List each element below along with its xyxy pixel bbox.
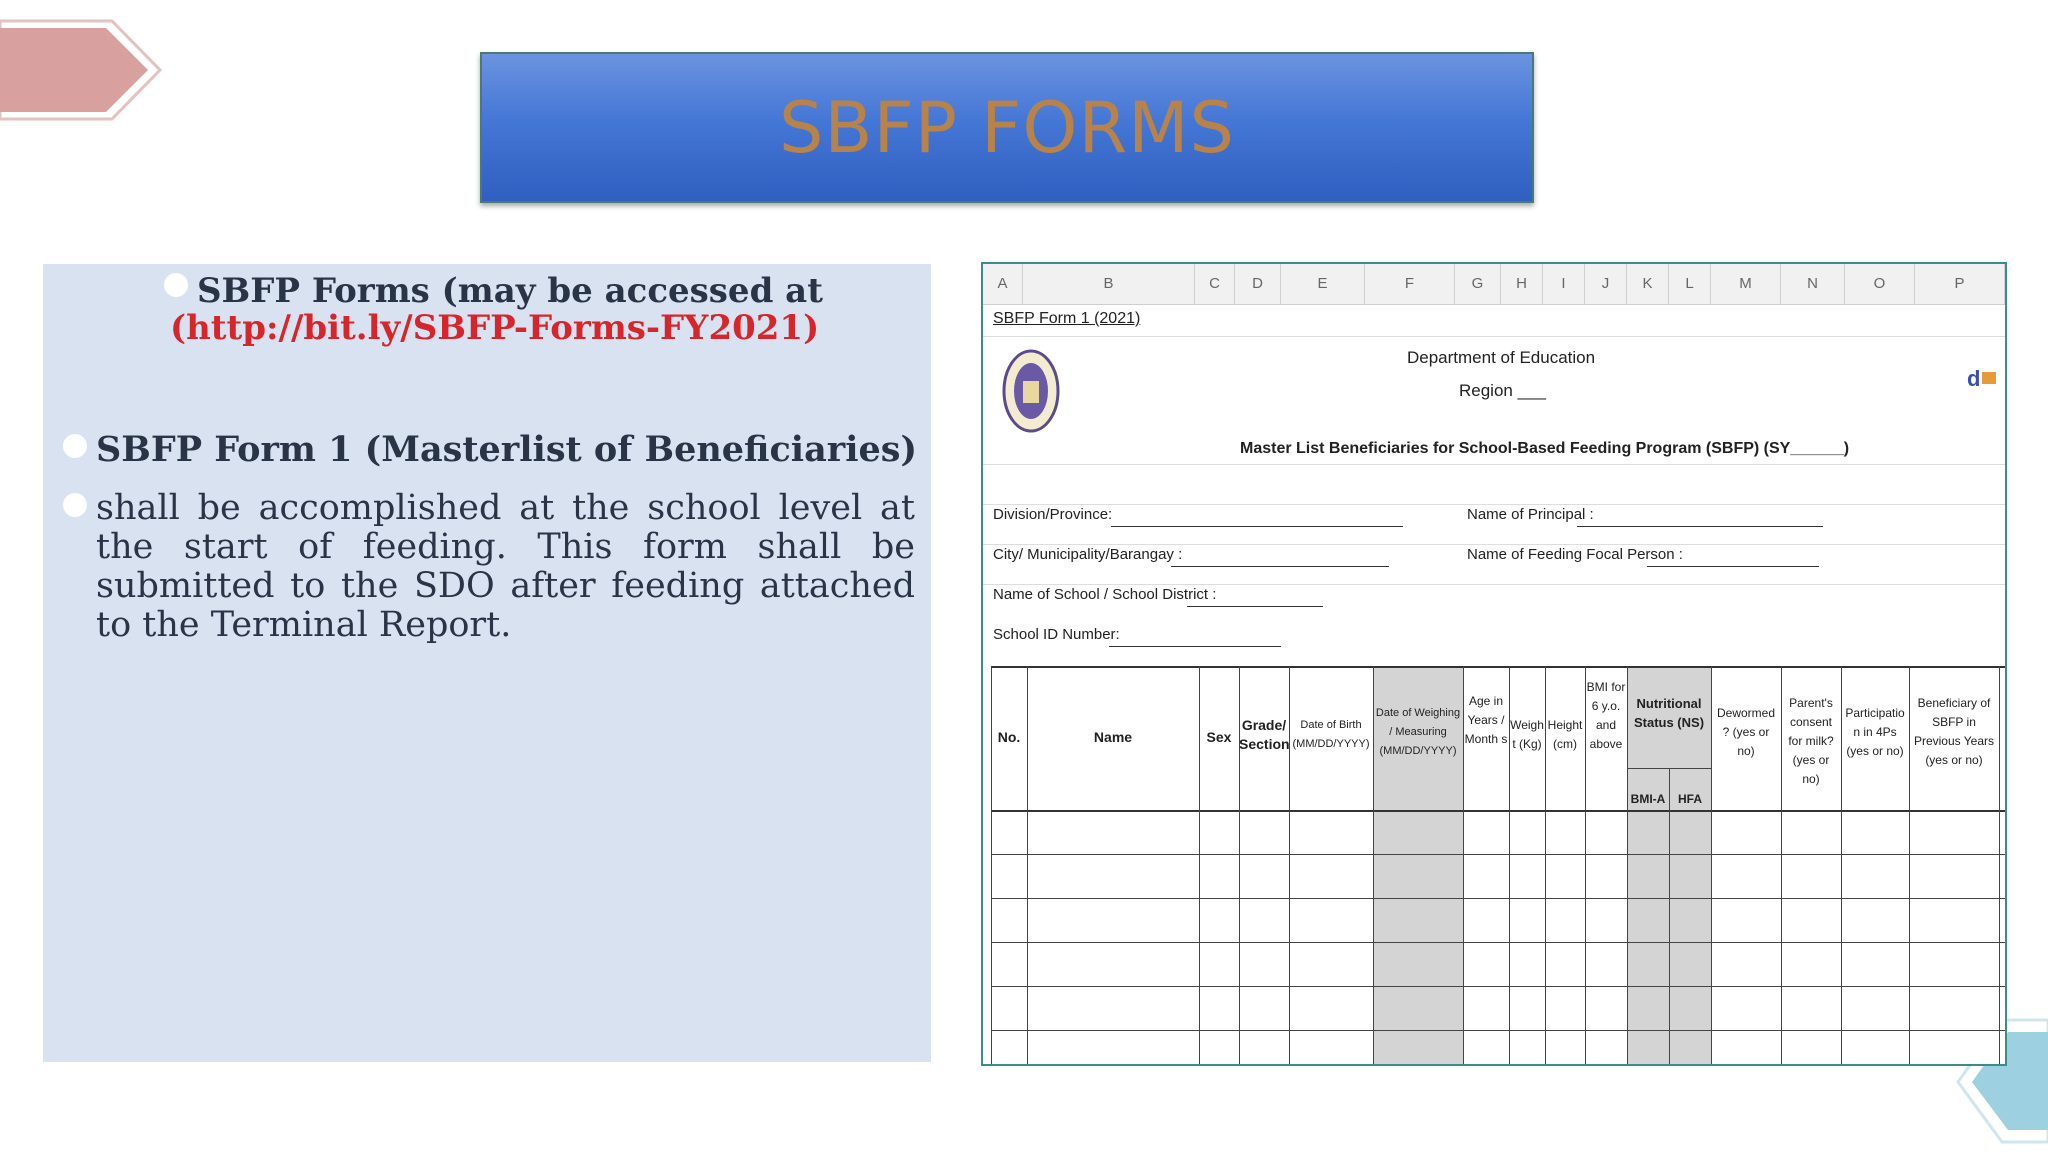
column-letter: P	[1915, 264, 2005, 304]
bullet-icon	[63, 493, 87, 517]
column-letter: D	[1235, 264, 1281, 304]
col-sex: Sex	[1206, 729, 1232, 745]
col-parent-consent: Parent's consent for milk? (yes or no)	[1788, 696, 1834, 786]
bullet-icon	[63, 434, 87, 458]
field-school-label: Name of School / School District :	[993, 586, 1217, 603]
column-letter: H	[1501, 264, 1543, 304]
column-letter: G	[1455, 264, 1501, 304]
column-letter: I	[1543, 264, 1585, 304]
col-4ps: Participatio n in 4Ps (yes or no)	[1845, 706, 1905, 758]
col-grade: Grade/ Section	[1239, 717, 1290, 752]
field-city-label: City/ Municipality/Barangay :	[993, 546, 1183, 563]
col-bmi-a: BMI-A	[1630, 792, 1666, 806]
decorative-arrow-shape	[0, 18, 165, 123]
title-banner	[480, 52, 1534, 203]
field-division-label: Division/Province:	[993, 506, 1113, 523]
slide-title: SBFP FORMS	[778, 86, 1235, 169]
column-letter: B	[1023, 264, 1195, 304]
form-screenshot	[981, 262, 2007, 1066]
field-focal-person-label: Name of Feeding Focal Person :	[1467, 546, 1683, 563]
col-bmi-6yo: BMI for 6 y.o. and above	[1586, 680, 1626, 751]
bullet-icon	[164, 273, 188, 297]
col-weight: Weigh t (Kg)	[1510, 718, 1544, 751]
form-title: Master List Beneficiaries for School-Based Feeding Program (SBFP) (SY______)	[1240, 440, 1850, 457]
form-label: SBFP Form 1 (2021)	[993, 310, 1141, 327]
column-letter: M	[1711, 264, 1781, 304]
deped-seal-icon	[1001, 346, 1061, 436]
col-nutritional-status: Nutritional Status (NS)	[1633, 696, 1705, 730]
col-age: Age in Years / Month s	[1464, 694, 1508, 746]
department-name: Department of Education	[1407, 348, 1596, 367]
col-hfa: HFA	[1678, 792, 1702, 806]
col-dob: Date of Birth (MM/DD/YYYY)	[1292, 719, 1370, 750]
col-dewormed: Dewormed ? (yes or no)	[1716, 706, 1776, 758]
column-letter: J	[1585, 264, 1627, 304]
col-previous-beneficiary: Beneficiary of SBFP in Previous Years (yes or no)	[1913, 696, 1995, 767]
form1-description: shall be accomplished at the school level at the start of feeding. This form shall be submitted to the SDO after feeding attached to the Terminal Report.	[96, 488, 915, 645]
svg-text:d: d	[1967, 366, 1981, 391]
column-letter: E	[1281, 264, 1365, 304]
forms-access-text: SBFP Forms (may be accessed at	[197, 271, 823, 311]
region-label: Region ___	[1459, 381, 1546, 400]
col-no: No.	[997, 729, 1021, 745]
column-letter: N	[1781, 264, 1845, 304]
field-principal-label: Name of Principal :	[1467, 506, 1594, 523]
col-name: Name	[1093, 729, 1133, 745]
forms-link[interactable]: (http://bit.ly/SBFP-Forms-FY2021)	[170, 308, 820, 348]
field-schoolid-label: School ID Number:	[993, 626, 1120, 643]
col-weighing-date: Date of Weighing / Measuring (MM/DD/YYYY)	[1375, 707, 1461, 757]
column-letter: O	[1845, 264, 1915, 304]
column-letter: L	[1669, 264, 1711, 304]
column-letter: C	[1195, 264, 1235, 304]
text-panel	[43, 264, 931, 1062]
column-letter: K	[1627, 264, 1669, 304]
col-height: Height (cm)	[1547, 718, 1583, 751]
column-letter: A	[983, 264, 1023, 304]
program-logo-icon	[1965, 362, 1999, 396]
column-letter: F	[1365, 264, 1455, 304]
form1-heading: SBFP Form 1 (Masterlist of Beneficiaries)	[96, 429, 918, 470]
